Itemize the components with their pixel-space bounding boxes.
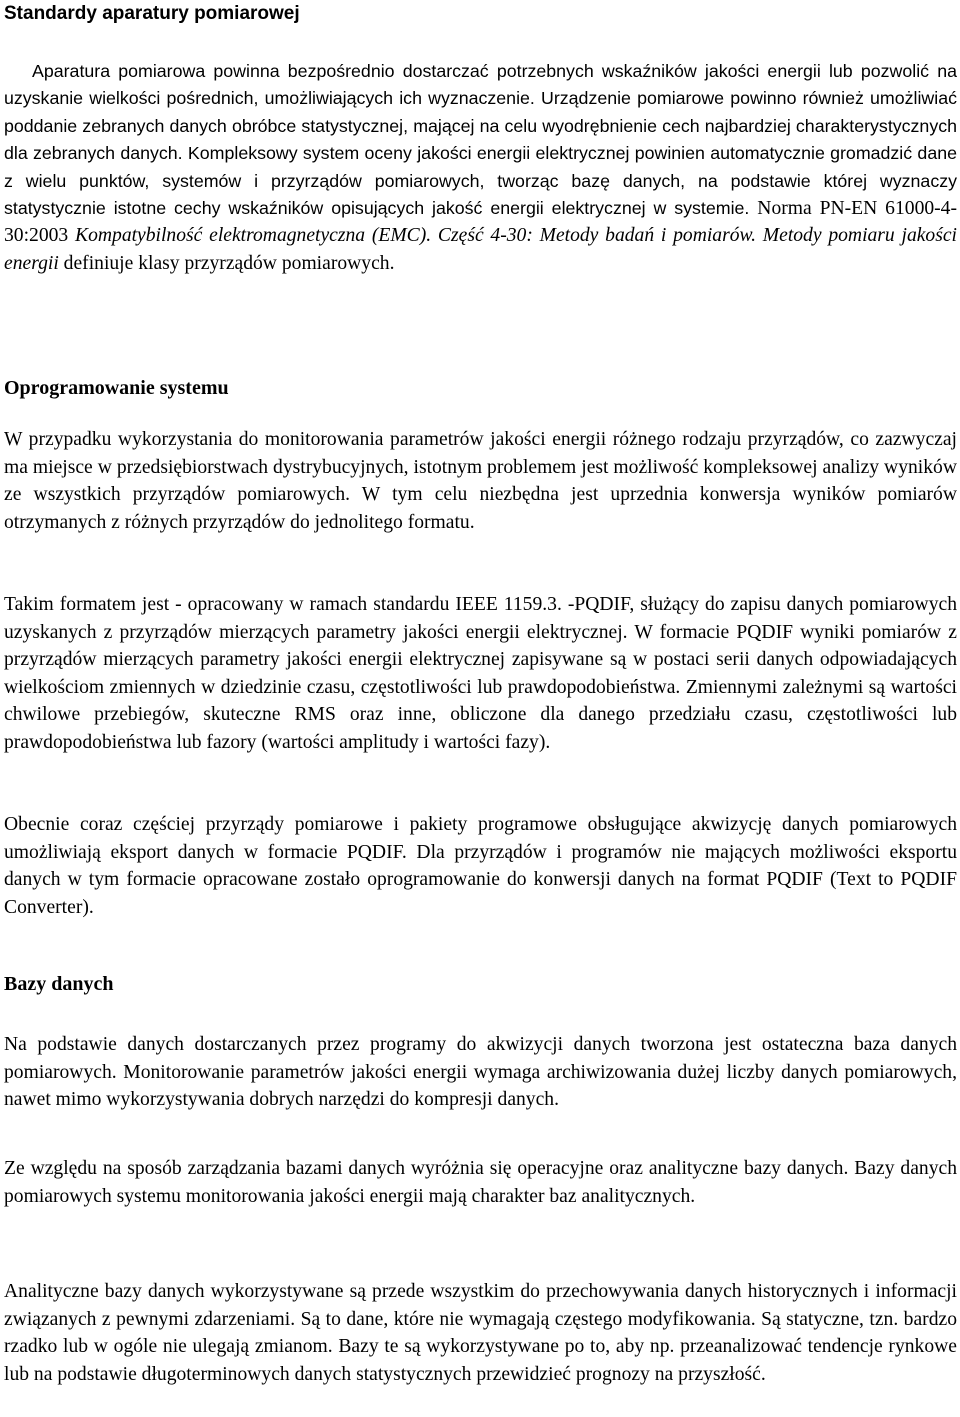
paragraph-software-2: Takim formatem jest - opracowany w ramach standardu IEEE 1159.3. -PQDIF, służący do zapisu danych pomiarowych uzyskanych z przyrządów mierzących parametry jakości energii elektrycznej. W formacie PQDIF wyniki pomiarów z przyrządów mierzących parametry jakości energii elektrycznej zapisywane są w postaci serii danych odpowiadających wielkościom zmiennych w dziedzinie czasu, częstotliwości lub prawdopodobieństwa. Zmiennymi zależnymi są wartości chwilowe przebiegów, skuteczne RMS oraz inne, obliczone dla danego przedziału czasu, częstotliwości lub prawdopodobieństwa lub fazory (wartości amplitudy i wartości fazy). bbox=[4, 594, 957, 753]
section-heading-software: Oprogramowanie systemu bbox=[4, 377, 229, 399]
paragraph-standards bbox=[4, 58, 957, 277]
paragraph-standards-end: definiuje klasy przyrządów pomiarowych. bbox=[58, 252, 395, 274]
paragraph-software-3: Obecnie coraz częściej przyrządy pomiarowe i pakiety programowe obsługujące akwizycję danych pomiarowych umożliwiają eksport danych w formacie PQDIF. Dla przyrządów i programów nie mających możliwości eksportu danych w tym formacie opracowane zostało oprogramowanie do konwersji danych na format PQDIF (Text to PQDIF Converter). bbox=[4, 814, 957, 918]
paragraph-databases-3: Analityczne bazy danych wykorzystywane są przede wszystkim do przechowywania danych historycznych i informacji związanych z pewnymi zdarzeniami. Są to dane, które nie wymagają częstego modyfikowania. Są statyczne, tzn. bardzo rzadko lub w ogóle nie ulegają zmianom. Bazy te są wykorzystywane po to, aby np. przeanalizować tendencje rynkowe lub na podstawie długoterminowych danych statystycznych przewidzieć prognozy na przyszłość. bbox=[4, 1281, 957, 1385]
paragraph-standards-norm: Norma PN-EN 61000-4-30:2003 bbox=[4, 198, 958, 247]
section-heading-databases: Bazy danych bbox=[4, 973, 114, 995]
paragraph-databases-2: Ze względu na sposób zarządzania bazami danych wyróżnia się operacyjne oraz analityczne bazy danych. Bazy danych pomiarowych systemu monitorowania jakości energii mają charakter baz analitycznych. bbox=[4, 1158, 957, 1207]
paragraph-software-1: W przypadku wykorzystania do monitorowania parametrów jakości energii różnego rodzaju przyrządów, co zazwyczaj ma miejsce w przedsiębiorstwach dystrybucyjnych, istotnym problemem jest możliwość kompleksowej analizy wyników ze wszystkich przyrządów pomiarowych. W tym celu niezbędna jest uprzednia konwersja wyników pomiarów otrzymanych z różnych przyrządów do jednolitego formatu. bbox=[4, 429, 957, 533]
paragraph-databases-1: Na podstawie danych dostarczanych przez programy do akwizycji danych tworzona jest ostateczna baza danych pomiarowych. Monitorowanie parametrów jakości energii wymaga archiwizowania dużej liczby danych pomiarowych, nawet mimo wykorzystywania dobrych narzędzi do kompresji danych. bbox=[4, 1034, 957, 1111]
section-heading-standards: Standardy aparatury pomiarowej bbox=[4, 3, 300, 24]
paragraph-standards-text: Aparatura pomiarowa powinna bezpośrednio dostarczać potrzebnych wskaźników jakości energii lub pozwolić na uzyskanie wielkości pośrednich, umożliwiających ich wyznaczenie. Urządzenie pomiarowe powinno również umożliwiać poddanie zebranych danych obróbce statystycznej, mającej na celu wyodrębnienie cech najbardziej charakterystycznych dla zebranych danych. Kompleksowy system oceny jakości energii elektrycznej powinien automatycznie gromadzić dane z wielu punktów, systemów i przyrządów pomiarowych, tworząc bazę danych, na podstawie której wyznaczy statystycznie istotne cechy wskaźników opisujących jakość energii elektrycznej w systemie. bbox=[4, 61, 957, 219]
paragraph-standards-norm-title: Kompatybilność elektromagnetyczna (EMC). Część 4-30: Metody badań i pomiarów. Metody pomiaru jakości energii bbox=[4, 225, 957, 274]
